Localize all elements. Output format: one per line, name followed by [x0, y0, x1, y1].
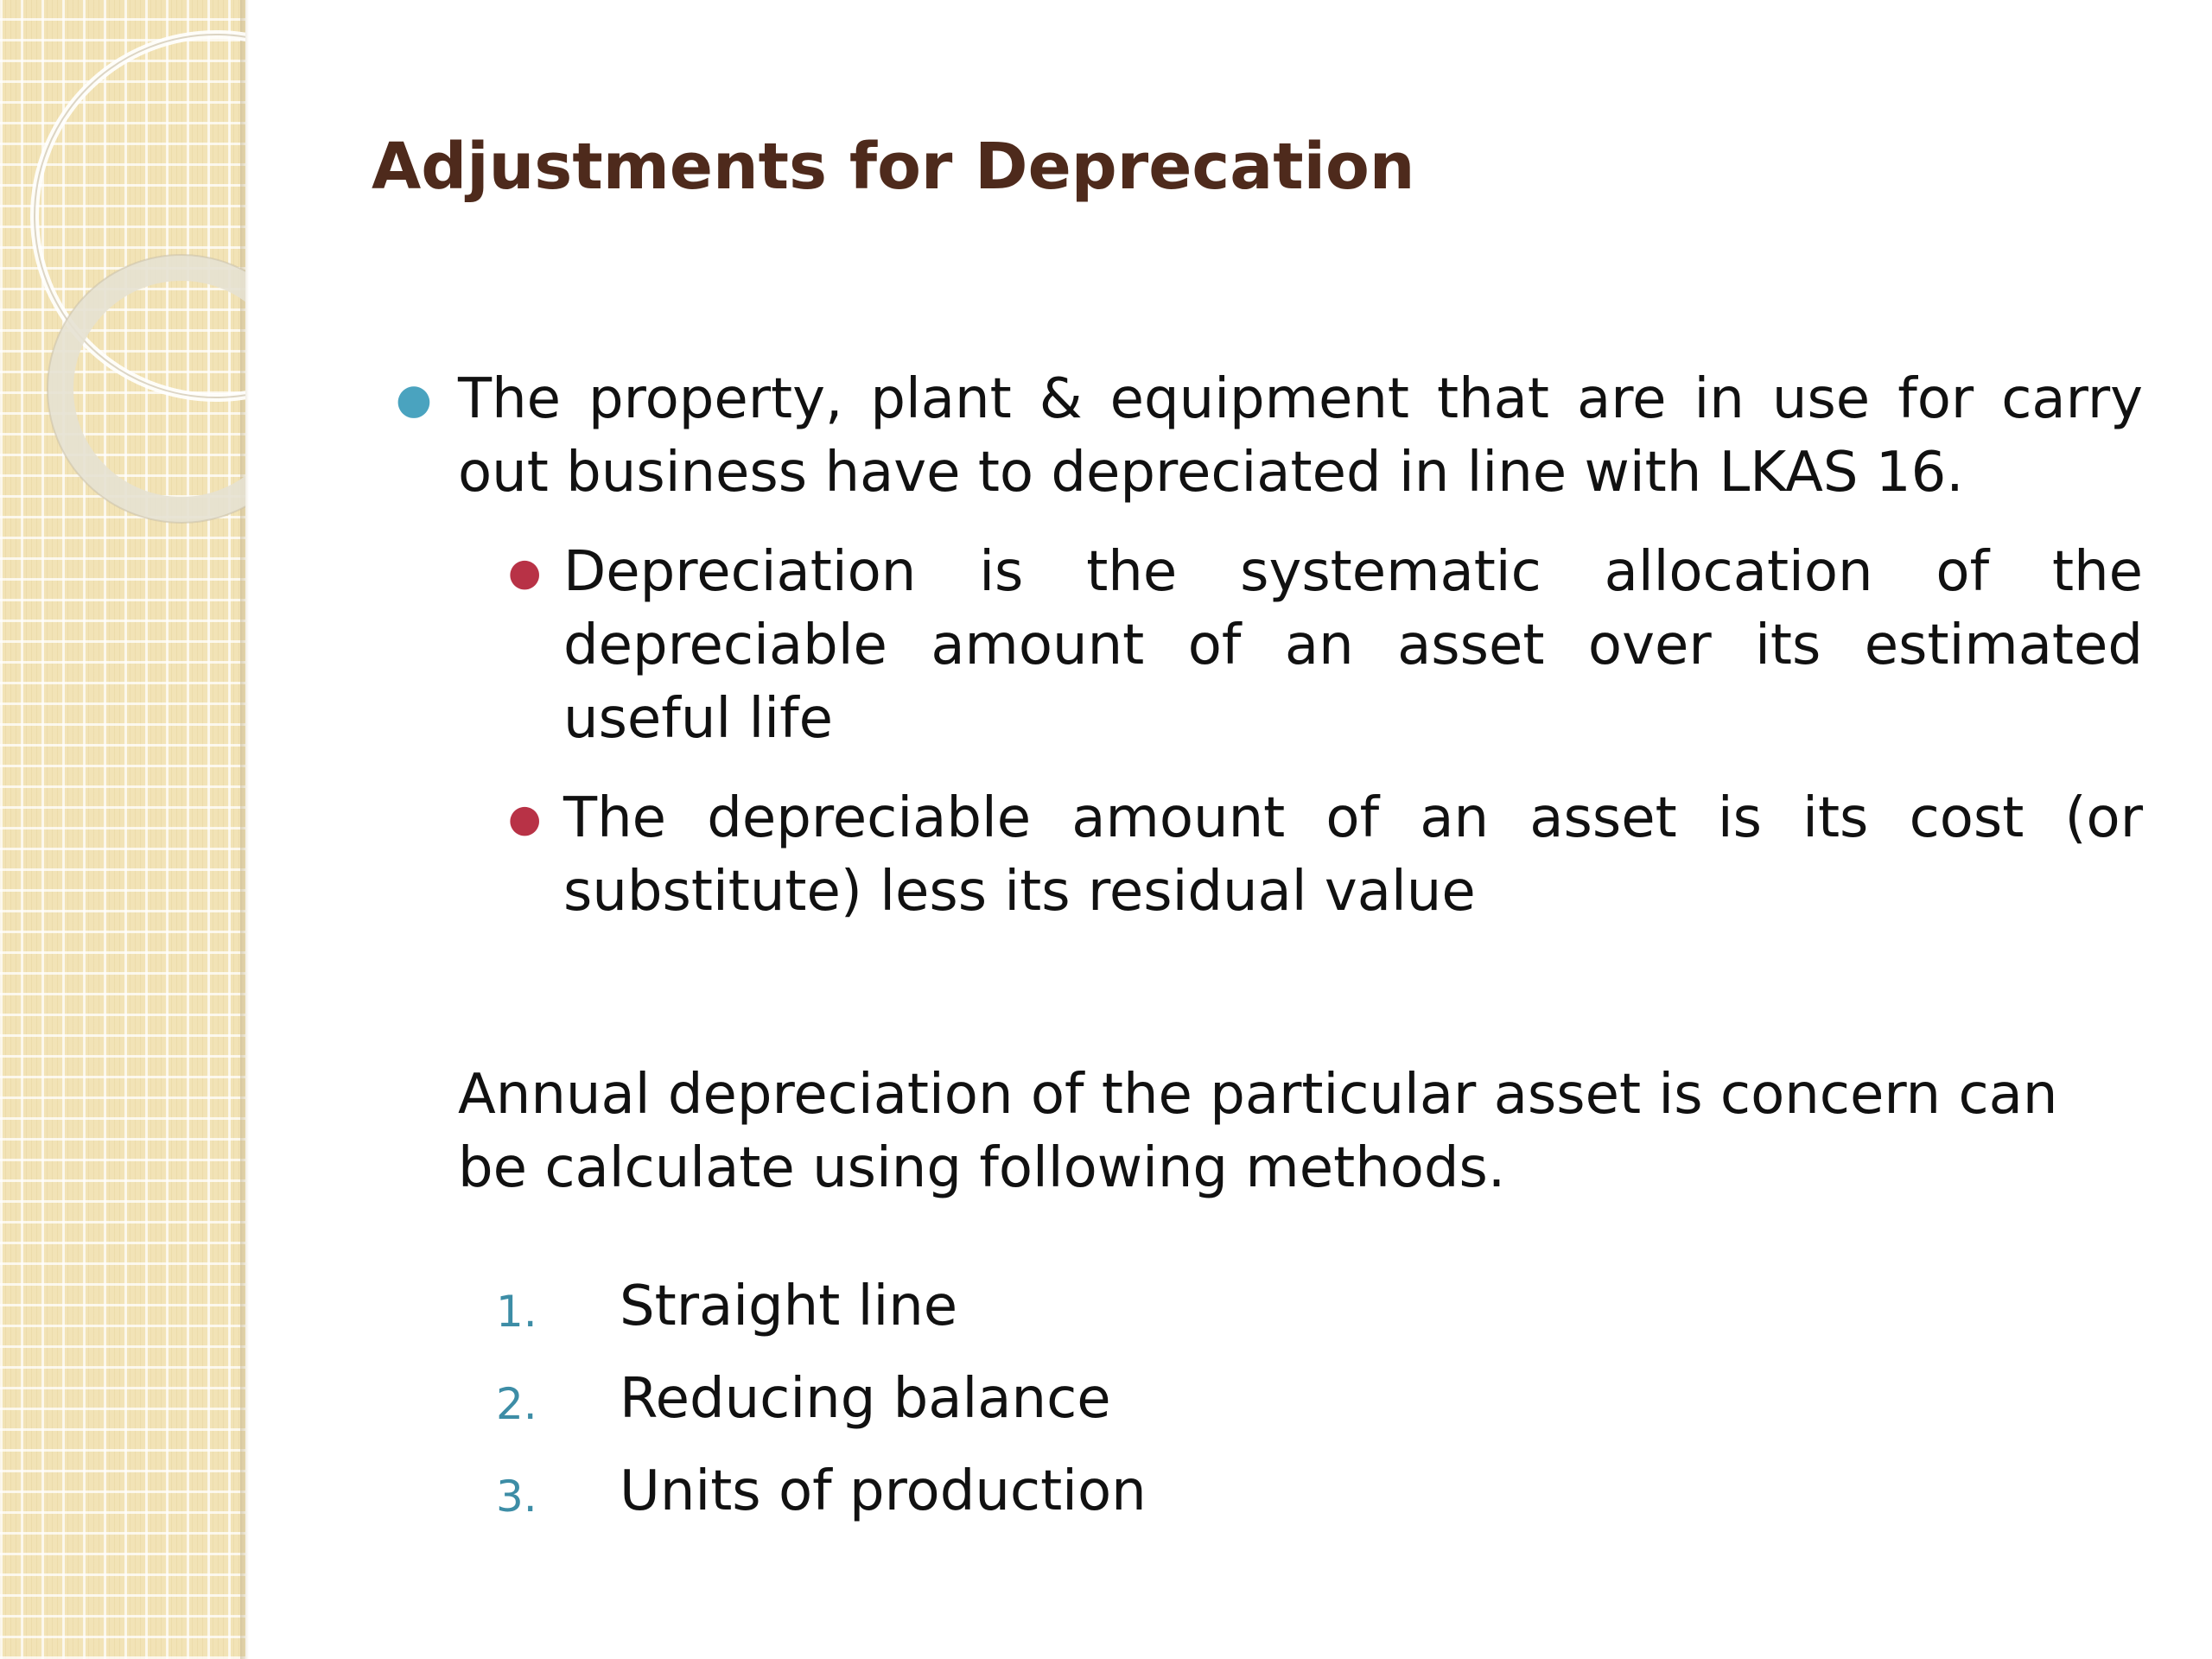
slide-title: Adjustments for Deprecation [372, 130, 1415, 204]
method-number: 2. [496, 1379, 537, 1429]
sub-bullet [508, 536, 2143, 756]
methods-list [458, 1261, 2143, 1538]
method-number: 1. [496, 1287, 537, 1337]
sub-bullet-text: Depreciation is the systematic allocation of the depreciable amount of an asset over its estimated useful life [563, 540, 2143, 751]
method-label: Straight line [620, 1274, 958, 1338]
sub-bullet-text: The depreciable amount of an asset is its cost (or substitute) less its residual value [563, 786, 2143, 924]
sub-bullet-icon: ● [508, 797, 542, 841]
sub-bullet-list [508, 536, 2143, 929]
sub-bullet-icon: ● [508, 550, 542, 594]
decorative-rings [0, 0, 245, 553]
method-number: 3. [496, 1471, 537, 1522]
methods-intro: Annual depreciation of the particular asset is concern can be calculate using following methods. [458, 1063, 2058, 1200]
method-item [458, 1446, 2143, 1538]
main-bullet-text: The property, plant & equipment that are in use for carry out business have to depreciated in line with LKAS 16. [458, 367, 2143, 505]
method-item [458, 1353, 2143, 1446]
method-label: Reducing balance [620, 1367, 1111, 1431]
method-item [458, 1261, 2143, 1353]
slide-content [396, 363, 2143, 1538]
sub-bullet [508, 782, 2143, 929]
method-label: Units of production [620, 1459, 1147, 1523]
bullet-icon: ● [396, 375, 432, 423]
main-bullet [396, 363, 2143, 510]
